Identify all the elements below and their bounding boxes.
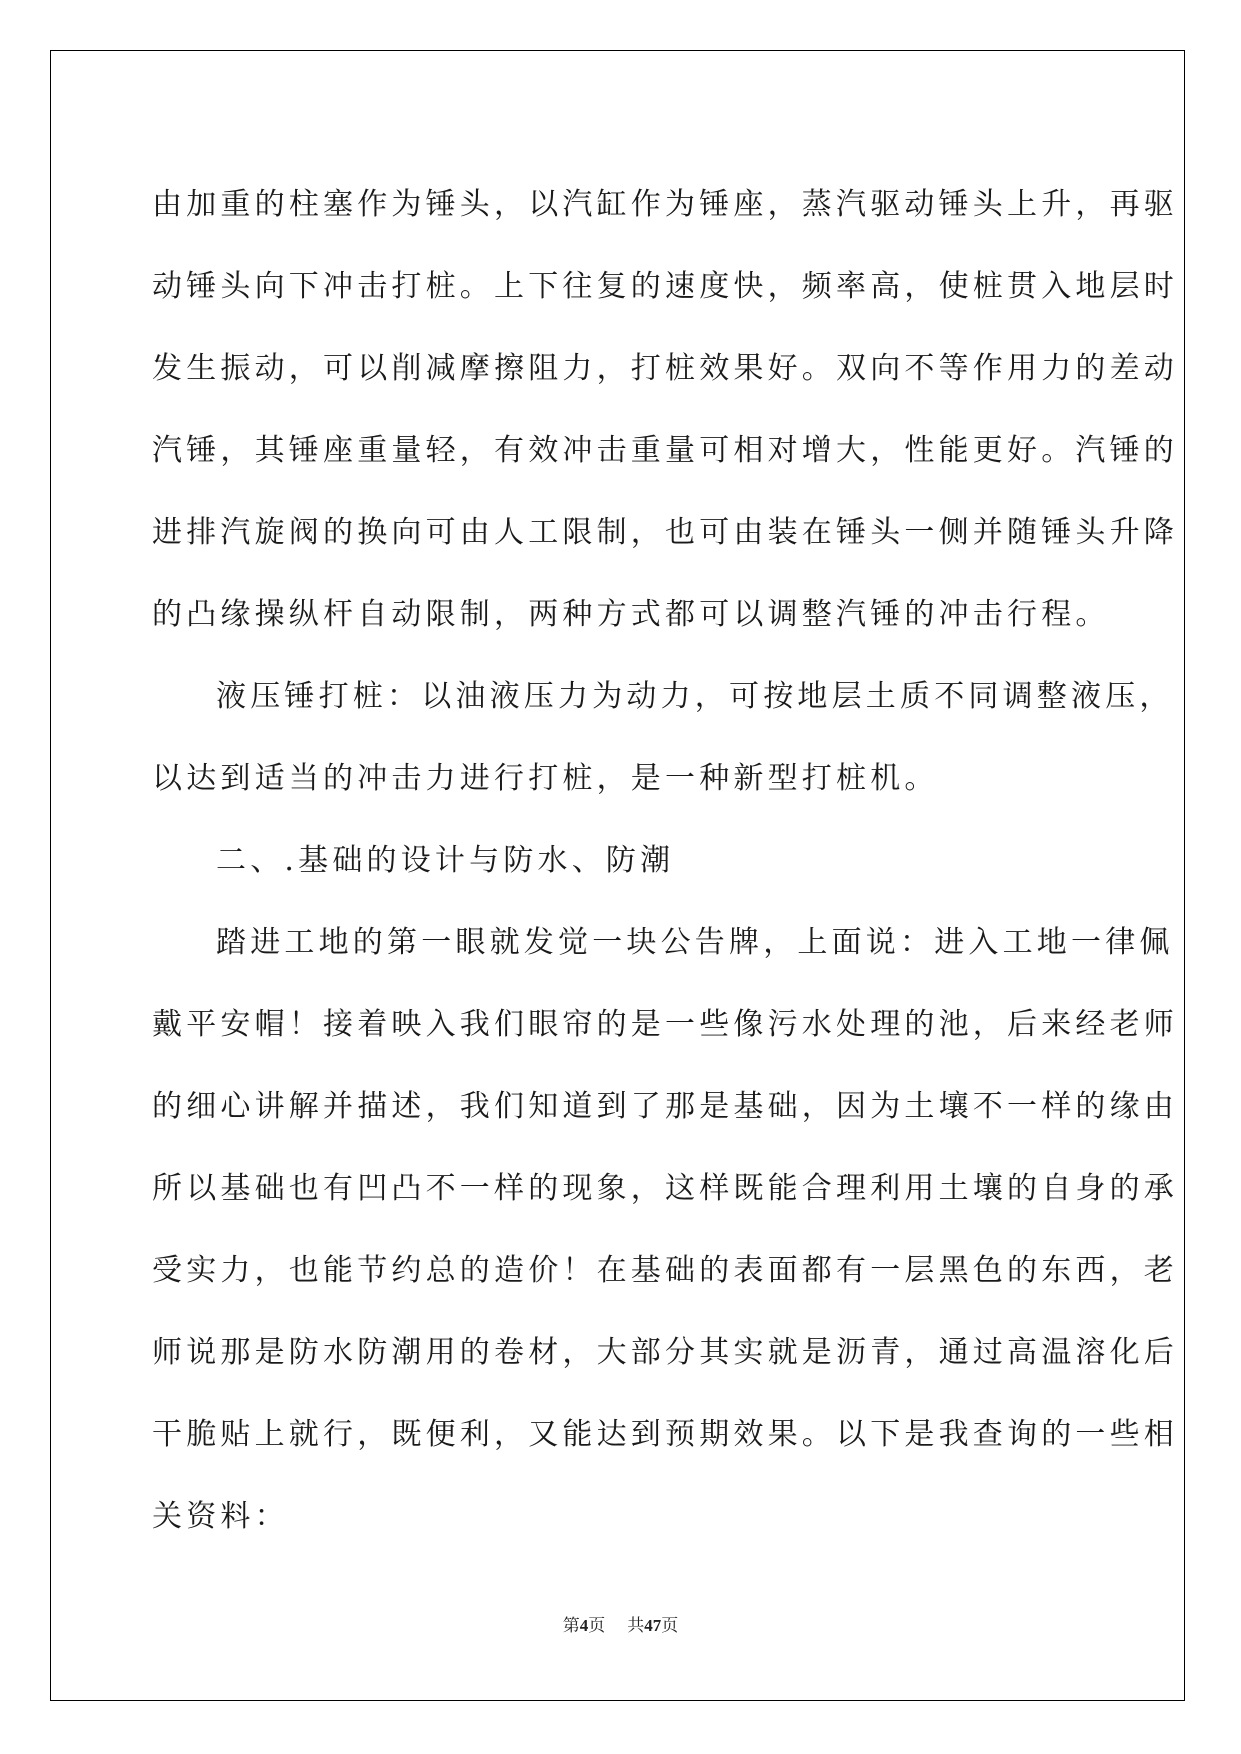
paragraph-line: 发生振动，可以削减摩擦阻力，打桩效果好。双向不等作用力的差动 bbox=[152, 351, 1178, 386]
page-number-suffix: 页 bbox=[588, 1616, 606, 1636]
section-heading: 二、.基础的设计与防水、防潮 bbox=[216, 843, 675, 878]
paragraph-line: 以达到适当的冲击力进行打桩，是一种新型打桩机。 bbox=[152, 761, 939, 796]
page-number: 4 bbox=[579, 1616, 589, 1635]
paragraph-line: 受实力，也能节约总的造价！在基础的表面都有一层黑色的东西，老 bbox=[152, 1253, 1178, 1288]
paragraph-line: 的凸缘操纵杆自动限制，两种方式都可以调整汽锤的冲击行程。 bbox=[152, 597, 1110, 632]
paragraph-line: 踏进工地的第一眼就发觉一块公告牌，上面说：进入工地一律佩 bbox=[216, 925, 1174, 960]
page-number-prefix: 第 bbox=[562, 1616, 580, 1636]
paragraph-line: 的细心讲解并描述，我们知道到了那是基础，因为土壤不一样的缘由 bbox=[152, 1089, 1178, 1124]
paragraph-line: 由加重的柱塞作为锤头，以汽缸作为锤座，蒸汽驱动锤头上升，再驱 bbox=[152, 187, 1178, 222]
paragraph-line: 所以基础也有凹凸不一样的现象，这样既能合理利用土壤的自身的承 bbox=[152, 1171, 1178, 1206]
paragraph-line: 干脆贴上就行，既便利，又能达到预期效果。以下是我查询的一些相 bbox=[152, 1417, 1178, 1452]
total-pages: 47 bbox=[644, 1616, 662, 1635]
paragraph-line: 汽锤，其锤座重量轻，有效冲击重量可相对增大，性能更好。汽锤的 bbox=[152, 433, 1178, 468]
paragraph-line: 动锤头向下冲击打桩。上下往复的速度快，频率高，使桩贯入地层时 bbox=[152, 269, 1178, 304]
paragraph-line: 关资料： bbox=[152, 1499, 289, 1534]
page-footer bbox=[0, 1611, 1241, 1636]
total-pages-prefix: 共 bbox=[627, 1616, 645, 1636]
paragraph-line: 进排汽旋阀的换向可由人工限制，也可由装在锤头一侧并随锤头升降 bbox=[152, 515, 1178, 550]
paragraph-line: 液压锤打桩：以油液压力为动力，可按地层土质不同调整液压， bbox=[216, 679, 1174, 714]
document-body bbox=[152, 164, 1178, 1558]
paragraph-line: 戴平安帽！接着映入我们眼帘的是一些像污水处理的池，后来经老师 bbox=[152, 1007, 1178, 1042]
total-pages-suffix: 页 bbox=[661, 1616, 679, 1636]
paragraph-line: 师说那是防水防潮用的卷材，大部分其实就是沥青，通过高温溶化后 bbox=[152, 1335, 1178, 1370]
